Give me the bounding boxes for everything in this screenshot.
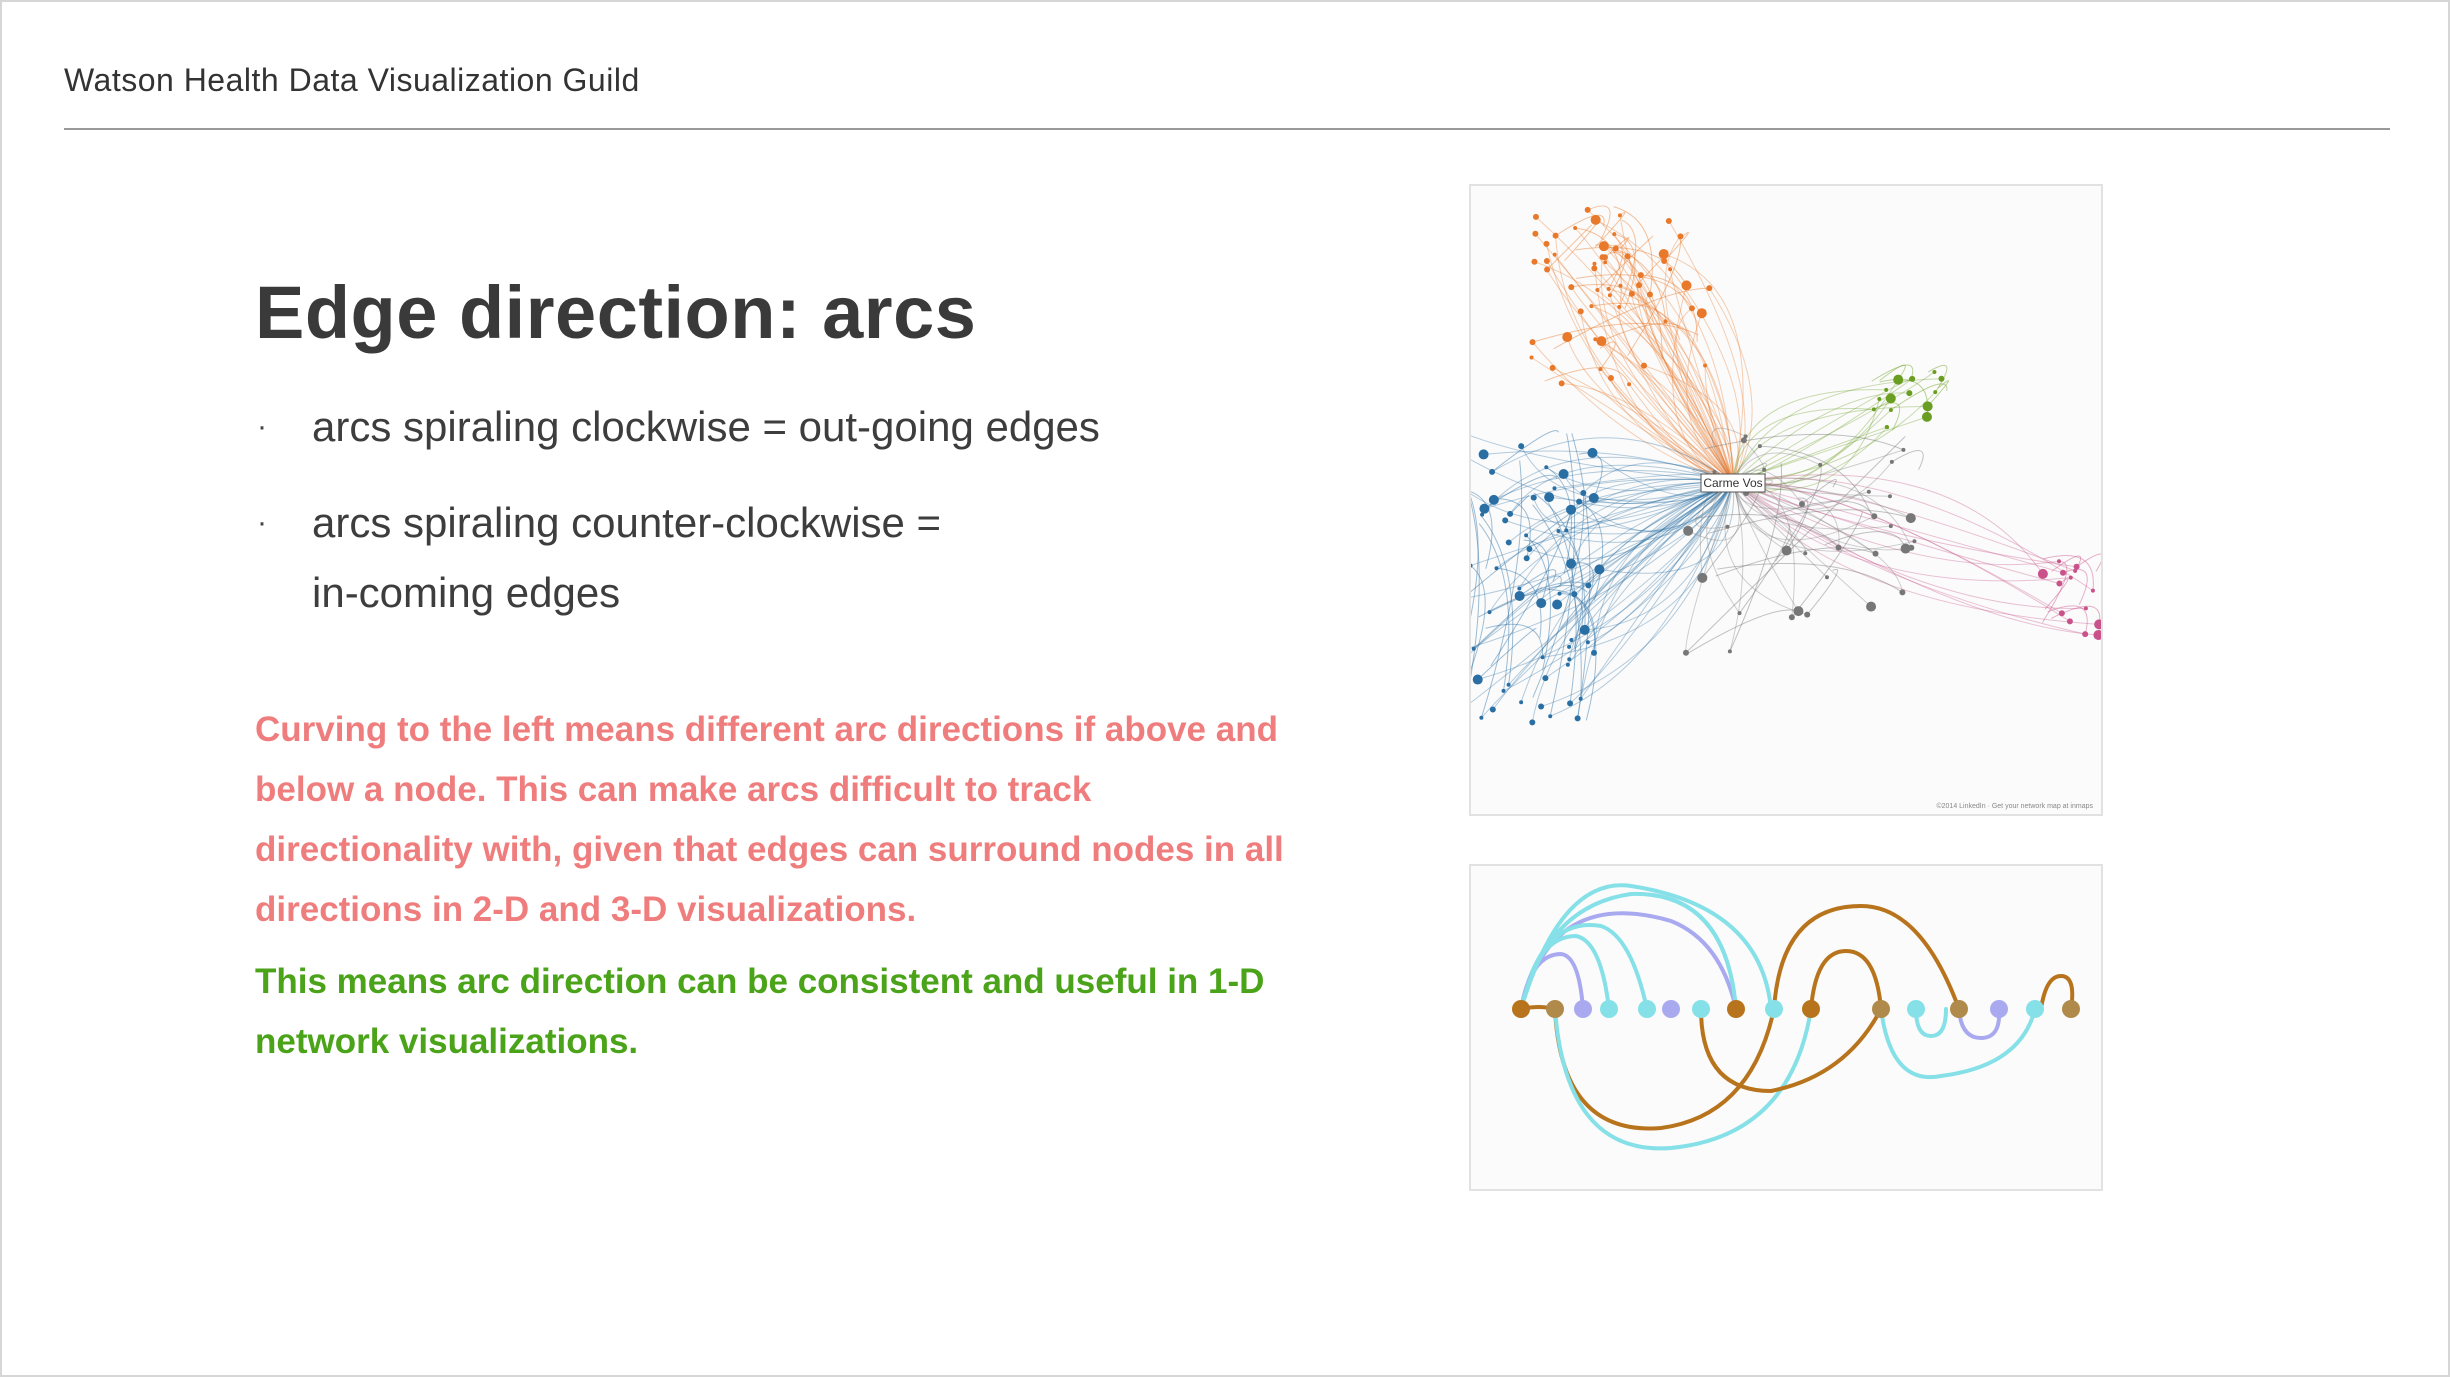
network-node xyxy=(1489,469,1495,475)
network-node xyxy=(1625,253,1631,259)
network-node xyxy=(1490,706,1496,712)
network-node xyxy=(1738,611,1742,615)
network-node xyxy=(1591,650,1597,656)
network-node xyxy=(1566,505,1576,515)
network-node xyxy=(1552,486,1556,490)
arc-diagram-image xyxy=(1469,864,2103,1191)
arc-diagram xyxy=(1471,866,2101,1189)
network-node xyxy=(1480,513,1484,517)
network-node xyxy=(1515,591,1525,601)
network-node xyxy=(1559,380,1565,386)
arc-diagram-edges xyxy=(1521,885,2072,1148)
arc-node xyxy=(1950,1000,1968,1018)
network-node xyxy=(1677,233,1683,239)
network-node xyxy=(1568,284,1574,290)
network-node xyxy=(1885,425,1889,429)
network-node xyxy=(1524,533,1528,537)
network-node xyxy=(1573,226,1577,230)
network-edge xyxy=(1471,490,1492,569)
network-node xyxy=(1507,511,1513,517)
network-node xyxy=(1519,700,1523,704)
network-node xyxy=(1531,259,1537,265)
network-node xyxy=(1600,254,1606,260)
network-node xyxy=(1544,241,1550,247)
network-node xyxy=(1789,614,1795,620)
network-node xyxy=(1585,207,1591,213)
network-node xyxy=(1587,448,1597,458)
network-node xyxy=(1553,233,1559,239)
arc-node xyxy=(1600,1000,1618,1018)
network-node xyxy=(1518,443,1524,449)
network-node xyxy=(1706,285,1712,291)
arc-node xyxy=(1662,1000,1680,1018)
arc-edge xyxy=(1555,1009,1774,1128)
network-node xyxy=(1638,272,1644,278)
network-node xyxy=(1912,539,1916,543)
network-node xyxy=(1562,332,1572,342)
network-node xyxy=(1594,564,1604,574)
arc-node xyxy=(2026,1000,2044,1018)
network-node xyxy=(1889,524,1893,528)
network-node xyxy=(1593,337,1597,341)
arc-node xyxy=(1990,1000,2008,1018)
network-edge xyxy=(1733,482,2071,581)
arc-node xyxy=(1802,1000,1820,1018)
network-node xyxy=(1579,697,1583,701)
network-node xyxy=(1689,305,1695,311)
network-node xyxy=(2067,618,2073,624)
network-node xyxy=(1571,591,1577,597)
network-node xyxy=(1659,249,1669,259)
arc-edge xyxy=(1701,1009,1881,1091)
network-node xyxy=(1536,598,1546,608)
arc-edge xyxy=(1521,913,1736,1009)
network-node xyxy=(1591,265,1597,271)
network-node xyxy=(1479,716,1483,720)
network-node xyxy=(1872,407,1876,411)
network-node xyxy=(1825,575,1829,579)
network-node xyxy=(1489,495,1499,505)
network-node xyxy=(1906,513,1916,523)
arc-node xyxy=(1692,1000,1710,1018)
network-node xyxy=(2056,581,2062,587)
network-node xyxy=(1553,253,1557,257)
network-node xyxy=(1566,559,1576,569)
bullet-text-line2: in-coming edges xyxy=(312,569,621,616)
network-node xyxy=(1558,592,1562,596)
network-node xyxy=(1473,675,1483,685)
bullet-marker: · xyxy=(257,506,267,539)
network-node xyxy=(1526,546,1532,552)
network-node xyxy=(1938,376,1944,382)
header-divider xyxy=(64,128,2390,130)
arc-node xyxy=(1765,1000,1783,1018)
network-node xyxy=(1909,376,1915,382)
network-node xyxy=(1877,397,1881,401)
network-node xyxy=(1629,291,1635,297)
network-node xyxy=(1576,499,1582,505)
network-node xyxy=(1589,493,1599,503)
network-node xyxy=(1908,545,1914,551)
bullet-text-line1: arcs spiraling counter-clockwise = xyxy=(312,499,942,546)
network-node xyxy=(1703,363,1707,367)
network-node xyxy=(1893,375,1903,385)
network-node xyxy=(1613,245,1619,251)
network-node xyxy=(1556,529,1560,533)
arc-edge xyxy=(1881,1009,2035,1077)
network-node xyxy=(1548,714,1552,718)
bullet-item xyxy=(255,488,1255,628)
note-arc-caveat: Curving to the left means different arc directions if above and below a node. This can make arcs difficult to track directionality with, given that edges can surround nodes in all directions in 2-D and 3-D visualizations. xyxy=(255,710,1284,929)
network-node xyxy=(1567,657,1571,661)
network-node xyxy=(1836,545,1842,551)
network-edge xyxy=(1792,512,1863,617)
network-node xyxy=(1888,494,1892,498)
arc-node xyxy=(1872,1000,1890,1018)
network-node xyxy=(1627,382,1631,386)
arc-node xyxy=(2062,1000,2080,1018)
network-node xyxy=(1697,308,1707,318)
network-node xyxy=(1544,492,1554,502)
network-node xyxy=(1906,390,1912,396)
network-node xyxy=(1488,610,1492,614)
network-node xyxy=(1591,215,1601,225)
network-node xyxy=(2084,606,2088,610)
network-node xyxy=(1923,401,1933,411)
network-node xyxy=(1599,241,1609,251)
network-node xyxy=(2074,564,2080,570)
network-node xyxy=(1793,606,1803,616)
network-node xyxy=(1683,650,1689,656)
network-node xyxy=(1758,444,1762,448)
network-node xyxy=(1618,213,1622,217)
network-edge xyxy=(1686,610,1799,655)
arc-node xyxy=(1574,1000,1592,1018)
network-node xyxy=(1564,528,1568,532)
network-node xyxy=(1712,470,1716,474)
network-edge xyxy=(1479,524,1509,691)
network-node xyxy=(1933,390,1937,394)
network-node xyxy=(1661,258,1667,264)
network-node xyxy=(1544,258,1550,264)
bullet-marker: · xyxy=(257,410,267,443)
network-node xyxy=(1636,282,1642,288)
network-node xyxy=(1871,513,1877,519)
network-node xyxy=(1641,363,1647,369)
network-edge xyxy=(1547,225,1591,269)
network-node xyxy=(1803,551,1807,555)
network-node xyxy=(1873,551,1879,557)
network-graph-image xyxy=(1469,184,2103,816)
network-node xyxy=(1683,526,1693,536)
network-node xyxy=(1922,412,1932,422)
network-node xyxy=(1586,640,1590,644)
network-node xyxy=(1804,612,1810,618)
network-node xyxy=(1884,388,1888,392)
network-node xyxy=(1479,449,1489,459)
network-node xyxy=(1697,573,1707,583)
network-node xyxy=(1612,232,1616,236)
network-edge xyxy=(1872,365,1913,381)
network-node xyxy=(1517,587,1521,591)
network-node xyxy=(1566,663,1570,667)
arc-node xyxy=(1512,1000,1530,1018)
network-node xyxy=(1567,700,1573,706)
network-node xyxy=(1578,308,1584,314)
network-node xyxy=(1575,715,1581,721)
network-node xyxy=(1542,675,1548,681)
network-node xyxy=(1479,504,1489,514)
network-node xyxy=(1899,589,1905,595)
network-node xyxy=(1799,501,1805,507)
network-node xyxy=(2069,576,2073,580)
arc-node xyxy=(1907,1000,1925,1018)
network-node xyxy=(1533,214,1539,220)
network-node xyxy=(1901,448,1905,452)
network-node xyxy=(1544,465,1548,469)
network-node xyxy=(1507,683,1511,687)
network-node xyxy=(1728,649,1732,653)
page-title: Edge direction: arcs xyxy=(255,271,977,354)
arc-node xyxy=(1546,1000,1564,1018)
network-node xyxy=(1502,517,1508,523)
network-node xyxy=(1530,355,1534,359)
network-node xyxy=(1725,525,1729,529)
network-node xyxy=(1589,304,1593,308)
network-node xyxy=(1818,463,1822,467)
arc-node xyxy=(1638,1000,1656,1018)
network-node xyxy=(1890,460,1894,464)
network-node xyxy=(1559,469,1569,479)
network-credit: ©2014 LinkedIn · Get your network map at inmaps xyxy=(1936,803,2093,810)
network-node xyxy=(1506,539,1512,545)
network-node xyxy=(1603,260,1607,264)
network-edge xyxy=(1471,482,1733,566)
network-node xyxy=(1529,719,1535,725)
network-node xyxy=(1550,365,1556,371)
network-node xyxy=(1494,566,1498,570)
network-node xyxy=(1472,647,1476,651)
network-node xyxy=(1538,704,1544,710)
bullet-list xyxy=(255,392,1255,654)
bullet-item xyxy=(255,392,1255,462)
network-node xyxy=(1889,408,1893,412)
network-graph xyxy=(1471,186,2101,814)
network-node xyxy=(1580,490,1586,496)
network-node xyxy=(1541,655,1545,659)
network-node xyxy=(1532,231,1538,237)
network-node xyxy=(1595,288,1599,292)
network-node xyxy=(2059,610,2065,616)
network-node xyxy=(1932,370,1936,374)
arc-node xyxy=(1727,1000,1745,1018)
header-title: Watson Health Data Visualization Guild xyxy=(64,62,640,98)
network-node xyxy=(1531,495,1537,501)
network-node xyxy=(1502,689,1506,693)
network-edge xyxy=(1565,218,1600,260)
network-node xyxy=(1682,280,1692,290)
network-node xyxy=(2060,570,2066,576)
network-node xyxy=(1886,393,1896,403)
network-node xyxy=(1618,284,1622,288)
network-node xyxy=(1596,336,1606,346)
network-node xyxy=(2091,589,2095,593)
network-node xyxy=(2057,559,2061,563)
network-edge xyxy=(1717,563,1902,592)
network-node xyxy=(1782,546,1792,556)
network-edge xyxy=(1740,524,1790,614)
network-edge xyxy=(1733,482,2085,634)
network-node xyxy=(1762,468,1766,472)
network-node xyxy=(1744,434,1748,438)
network-node xyxy=(1569,638,1573,642)
network-node xyxy=(1524,555,1530,561)
arc-diagram-nodes xyxy=(1512,1000,2080,1018)
network-node xyxy=(1666,218,1672,224)
network-node xyxy=(1866,602,1876,612)
network-node xyxy=(1608,293,1612,297)
network-node xyxy=(2094,619,2101,629)
note-1d-benefit: This means arc direction can be consistent and useful in 1-D network visualizations. xyxy=(255,962,1265,1061)
network-node xyxy=(1592,262,1596,266)
arc-edge xyxy=(1774,906,1959,1009)
network-node xyxy=(1608,375,1614,381)
network-node xyxy=(1647,291,1653,297)
network-edge xyxy=(1533,342,1733,482)
network-node xyxy=(1668,267,1672,271)
center-node-label: Carme Vos xyxy=(1703,476,1763,490)
network-node xyxy=(1867,490,1871,494)
arc-edge xyxy=(1555,1009,1811,1148)
network-node xyxy=(2073,569,2077,573)
network-node xyxy=(1617,305,1621,309)
network-node xyxy=(1585,582,1591,588)
network-node xyxy=(1664,319,1668,323)
network-node xyxy=(1567,645,1571,649)
network-node xyxy=(1552,599,1562,609)
network-node xyxy=(1580,625,1590,635)
network-node xyxy=(1544,266,1550,272)
network-node xyxy=(2082,631,2088,637)
arc-edge xyxy=(1811,951,1881,1009)
network-node xyxy=(1599,367,1603,371)
network-node xyxy=(2038,569,2048,579)
network-node xyxy=(1530,339,1536,345)
bullet-text: arcs spiraling clockwise = out-going edges xyxy=(312,403,1100,450)
network-edge xyxy=(1892,451,1923,470)
network-node xyxy=(1607,287,1611,291)
network-node xyxy=(2093,630,2101,640)
